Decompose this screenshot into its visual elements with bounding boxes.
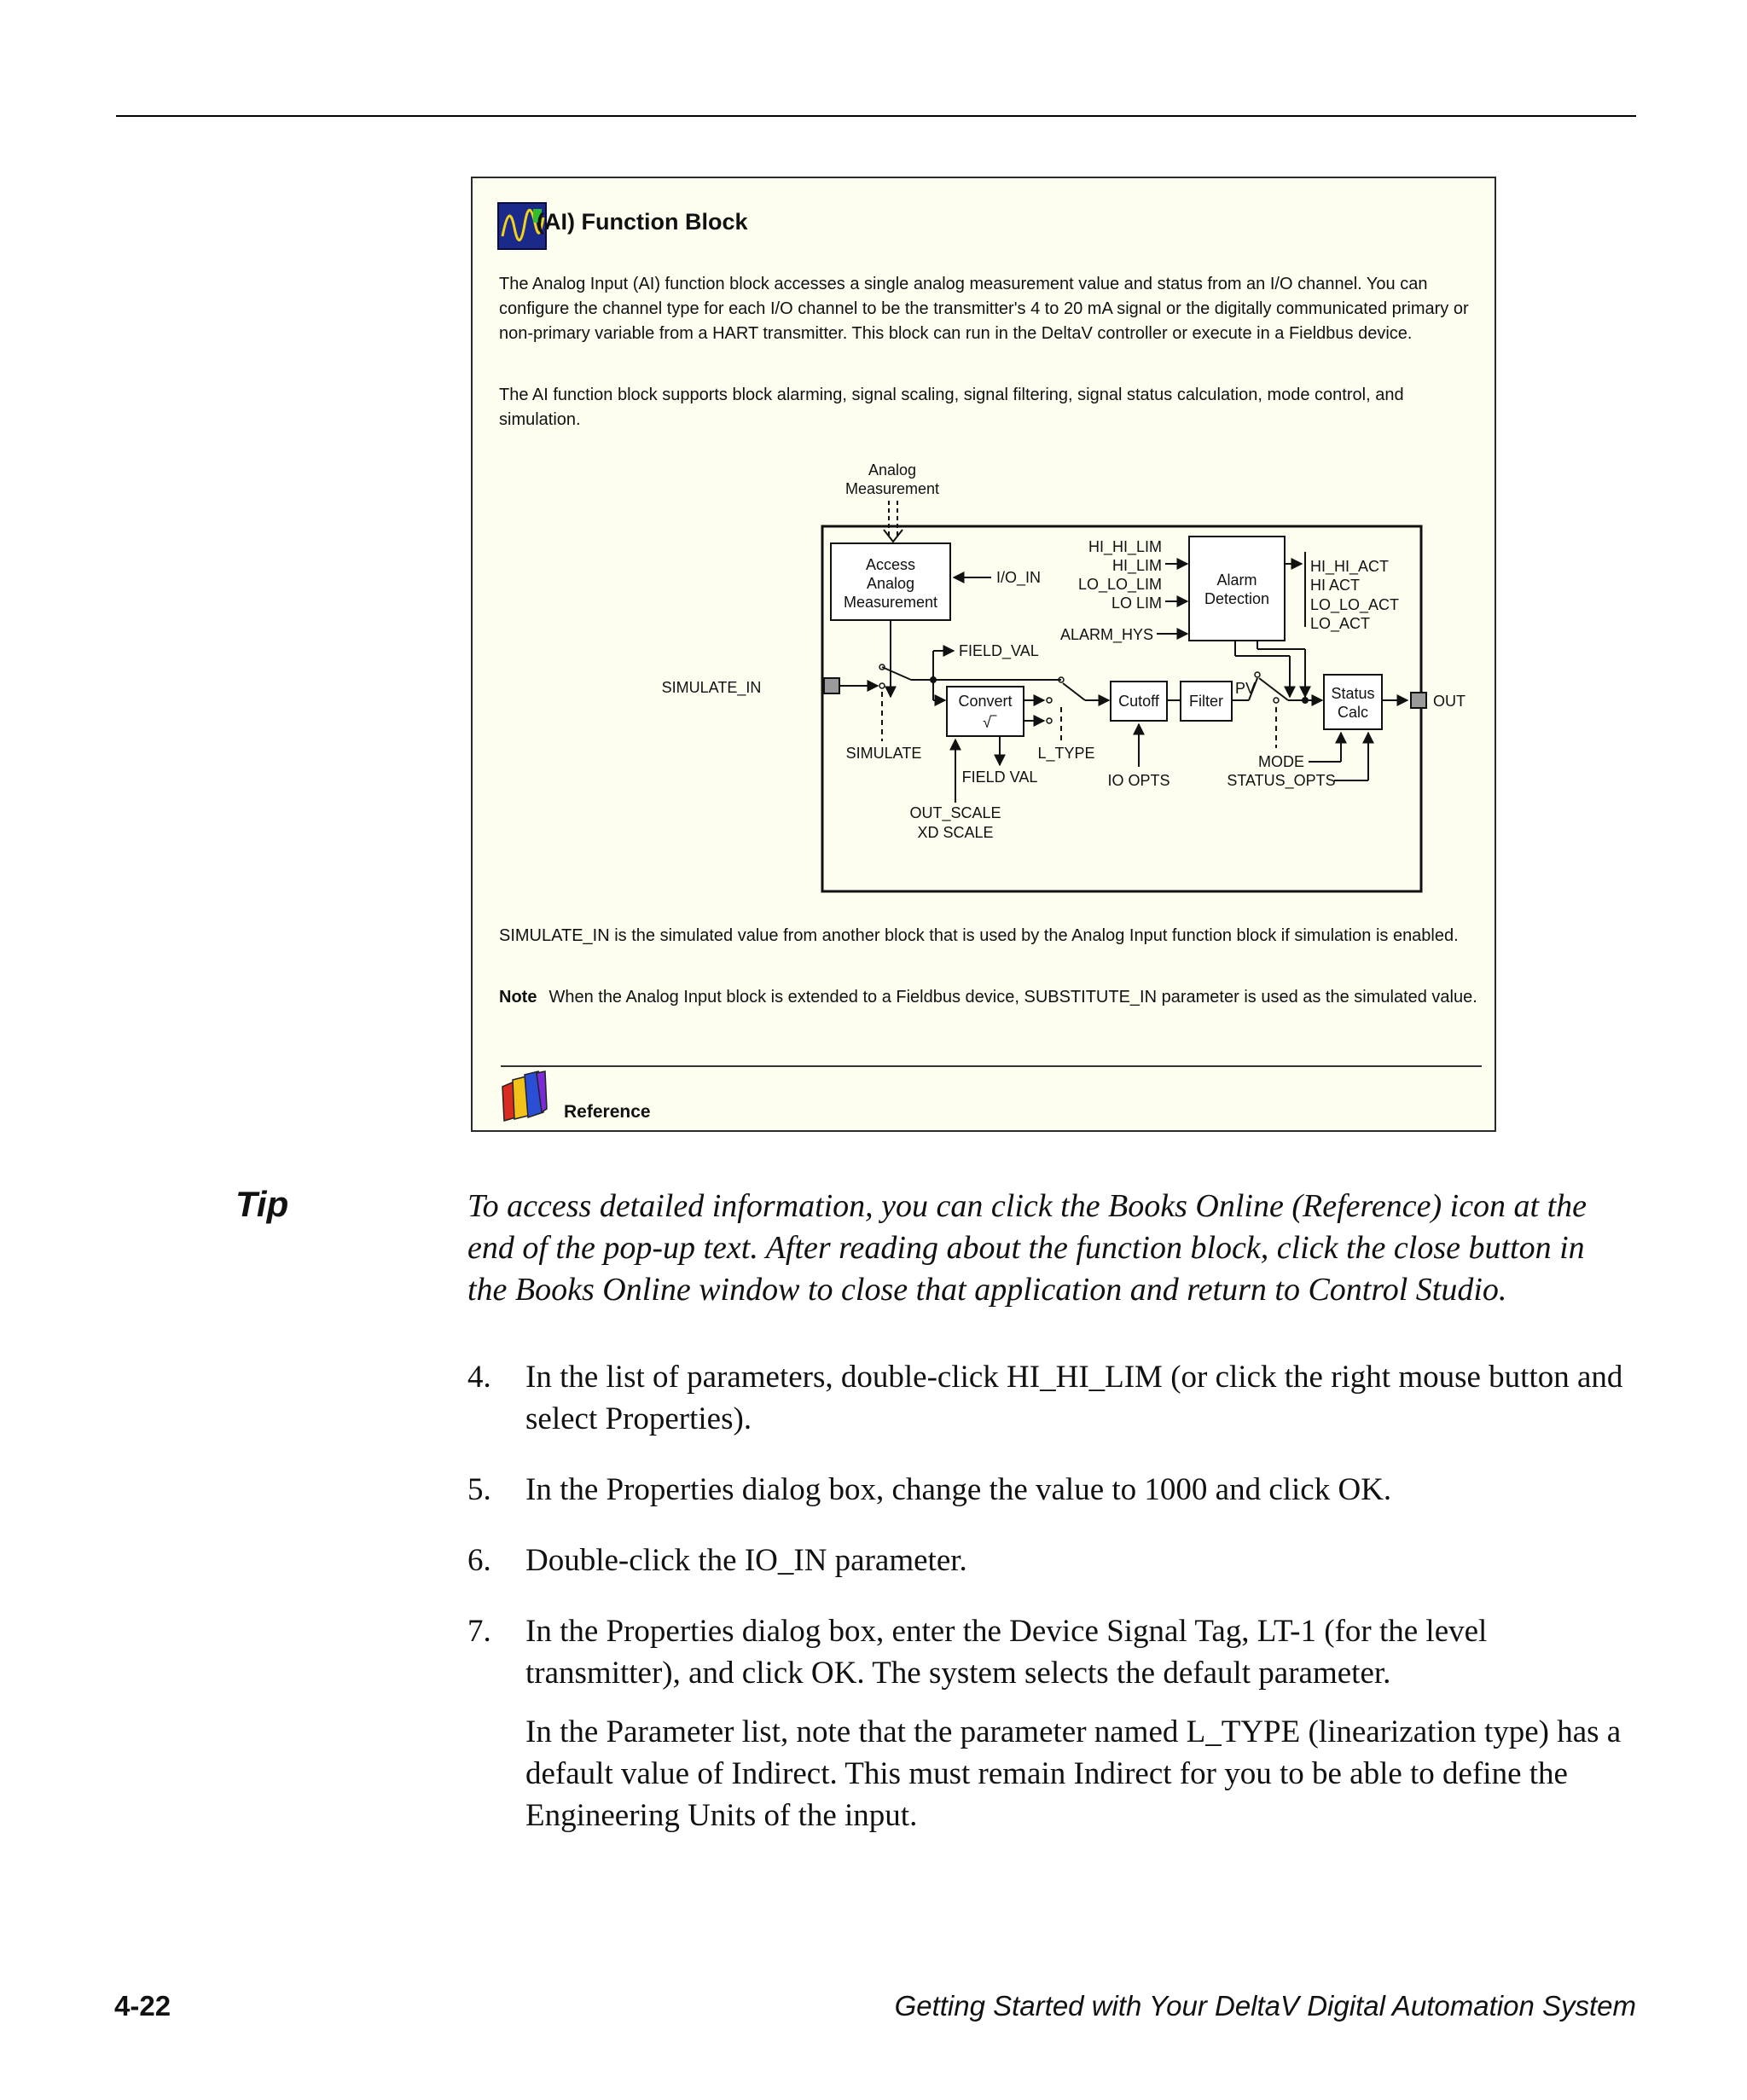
simulate-in-description: SIMULATE_IN is the simulated value from another block that is used by the Analog Input function block if simulation is enabled. [499, 926, 1459, 945]
step-note: In the Parameter list, note that the parameter named L_TYPE (linearization type) has a default value of Indirect. This must remain Indirect for you to be able to define the Engineering Units of the input. [525, 1714, 1622, 1833]
access-label-3: Measurement [843, 594, 938, 611]
io-opts-label: IO OPTS [1107, 772, 1170, 789]
simulate-in-label: SIMULATE_IN [661, 679, 762, 696]
popup-title: (AI) Function Block [537, 209, 748, 235]
convert-label: Convert [958, 693, 1013, 710]
lo-lim-label: LO LIM [1111, 595, 1162, 612]
hi-hi-lim-label: HI_HI_LIM [1088, 538, 1162, 555]
measurement-label: Measurement [844, 480, 940, 497]
l-type-label: L_TYPE [1037, 745, 1095, 762]
step-text: In the Properties dialog box, change the value to 1000 and click OK. [525, 1472, 1392, 1507]
access-label-2: Analog [866, 575, 915, 592]
lo-act-label: LO_ACT [1310, 615, 1371, 632]
status-opts-label: STATUS_OPTS [1227, 772, 1336, 789]
sqrt-label: √‾ [983, 714, 996, 731]
simulate-label: SIMULATE [845, 745, 922, 762]
field-val-top-label: FIELD_VAL [959, 642, 1039, 659]
lo-lo-act-label: LO_LO_ACT [1310, 596, 1400, 613]
out-terminal [1411, 693, 1426, 708]
lo-lo-lim-label: LO_LO_LIM [1077, 576, 1162, 593]
step-item [467, 1610, 1636, 1836]
access-label-1: Access [865, 556, 916, 573]
alarm-hys-label: ALARM_HYS [1059, 626, 1153, 643]
step-text: Double-click the IO_IN parameter. [525, 1543, 967, 1578]
field-val-bottom-label: FIELD VAL [961, 769, 1038, 786]
tip-text: To access detailed information, you can click the Books Online (Reference) icon at the end of the pop-up text. After reading about the function block, click the close button in the Books Online window to close that application and return to Control Studio. [467, 1188, 1587, 1308]
pv-label: PV [1235, 680, 1257, 697]
status-calc-box [1324, 675, 1382, 729]
filter-label: Filter [1189, 693, 1223, 710]
io-in-label: I/O_IN [996, 569, 1042, 586]
books-online-icon[interactable] [499, 1070, 548, 1123]
step-number: 6. [467, 1543, 491, 1578]
step-list [467, 1356, 1636, 1865]
note-text: When the Analog Input block is extended to a Fieldbus device, SUBSTITUTE_IN parameter is used as the simulated value. [548, 988, 1477, 1006]
note-label: Note [499, 988, 537, 1006]
step-number: 4. [467, 1360, 491, 1395]
alarm-label-1: Alarm [1216, 571, 1257, 589]
step-item [467, 1469, 1636, 1511]
ai-block-diagram [583, 451, 1466, 929]
alarm-detection-box [1189, 537, 1285, 641]
step-text: In the list of parameters, double-click HI_HI_LIM (or click the right mouse button and select Properties). [525, 1360, 1623, 1436]
hi-act-label: HI ACT [1310, 577, 1361, 594]
step-item [467, 1356, 1636, 1440]
step-number: 7. [467, 1614, 491, 1649]
out-label: OUT [1433, 693, 1466, 710]
hi-hi-act-label: HI_HI_ACT [1310, 558, 1390, 575]
simulate-in-terminal [824, 678, 839, 693]
popup-note [499, 985, 1480, 1010]
out-scale-label: OUT_SCALE [909, 804, 1001, 821]
status-label-1: Status [1331, 685, 1375, 702]
step-number: 5. [467, 1472, 491, 1507]
reference-divider [501, 1065, 1482, 1067]
xd-scale-label: XD SCALE [917, 824, 994, 841]
tip-label: Tip [235, 1184, 289, 1224]
analog-label: Analog [868, 461, 917, 479]
popup-features: The AI function block supports block alarming, signal scaling, signal filtering, signal status calculation, mode control, and simulation. [499, 386, 1404, 429]
page-number: 4-22 [114, 1990, 171, 2022]
cutoff-label: Cutoff [1118, 693, 1159, 710]
alarm-label-2: Detection [1204, 590, 1270, 607]
popup-description: The Analog Input (AI) function block accesses a single analog measurement value and status from an I/O channel. You can configure the channel type for each I/O channel to be the transmitter's 4 to 20 mA signal or the digitally communicated primary or non-primary variable from a HART transmitter. This block can run in the DeltaV controller or execute in a Fieldbus device. [499, 275, 1469, 343]
header-rule [116, 115, 1636, 117]
step-item [467, 1540, 1636, 1581]
footer-book-title: Getting Started with Your DeltaV Digital Automation System [894, 1990, 1636, 2022]
reference-link[interactable]: Reference [564, 1102, 651, 1122]
hi-lim-label: HI_LIM [1111, 557, 1162, 574]
status-label-2: Calc [1337, 704, 1369, 721]
mode-label: MODE [1258, 753, 1304, 770]
step-text: In the Properties dialog box, enter the Device Signal Tag, LT-1 (for the level transmitter), and click OK. The system selects the default parameter. [525, 1614, 1488, 1691]
help-popup [471, 177, 1496, 1132]
